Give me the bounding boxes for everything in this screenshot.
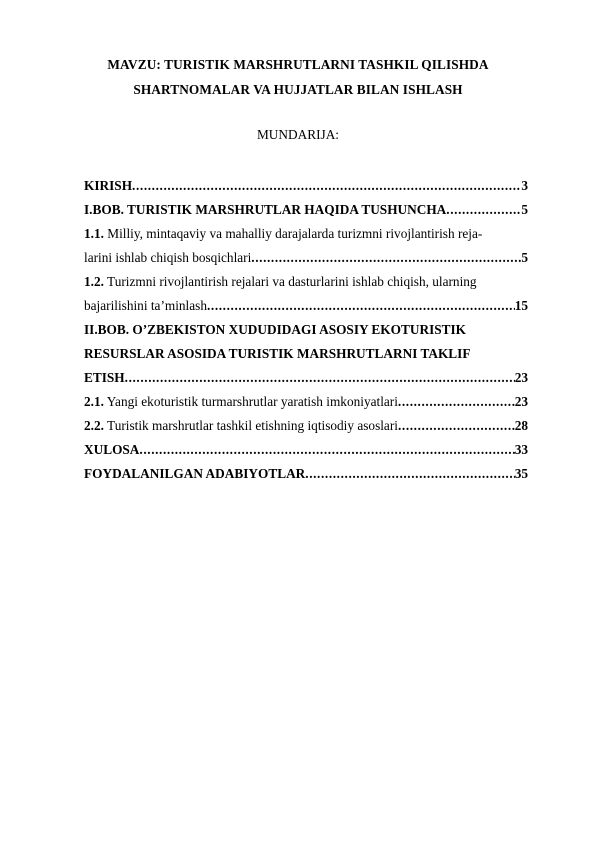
- toc-leader-dots: [446, 202, 521, 218]
- toc-page-number: 35: [514, 466, 528, 481]
- toc-section-number: 1.1.: [84, 226, 104, 241]
- toc-entry-section-2-2: [84, 418, 528, 438]
- toc-entry-section-1-2-line-2: [84, 298, 528, 318]
- toc-entry-section-2-1: [84, 394, 528, 414]
- toc-entry-section-1-2-line-1: [84, 274, 528, 294]
- toc-leader-dots: [398, 394, 515, 410]
- toc-entry-text: KIRISH: [84, 178, 133, 193]
- toc-entry-text: Turizmni rivojlantirish rejalari va dasturlarini ishlab chiqish, ularning: [103, 274, 477, 289]
- toc-page-number: 3: [521, 178, 528, 193]
- toc-leader-dots: [305, 466, 514, 482]
- toc-entry-xulosa: [84, 442, 528, 462]
- contents-heading: [0, 127, 596, 143]
- toc-page-number: 15: [514, 298, 528, 313]
- toc-page-number: 33: [514, 442, 528, 457]
- toc-entry-chapter-2-line-1: [84, 322, 528, 342]
- toc-leader-dots: [398, 418, 515, 434]
- document-title-line-1: MAVZU: TURISTIK MARSHRUTLARNI TASHKIL QILISHDA: [107, 57, 489, 72]
- toc-section-number: 2.2.: [84, 418, 104, 433]
- toc-entry-text: I.BOB. TURISTIK MARSHRUTLAR HAQIDA TUSHUNCHA: [84, 202, 447, 217]
- document-title-line-2: SHARTNOMALAR VA HUJJATLAR BILAN ISHLASH: [133, 82, 463, 97]
- contents-heading-text: MUNDARIJA: [256, 127, 336, 142]
- toc-leader-dots: [132, 178, 521, 194]
- toc-entry-section-1-1-line-1: [84, 226, 528, 246]
- toc-page-number: 28: [514, 418, 528, 433]
- toc-leader-dots: [125, 370, 515, 386]
- toc-entry-text: Milliy, mintaqaviy va mahalliy darajalarda turizmni rivojlantirish reja-: [103, 226, 483, 241]
- toc-entry-kirish: [84, 178, 528, 198]
- toc-entry-text: Yangi ekoturistik turmarshrutlar yaratish imkoniyatlari: [103, 394, 398, 409]
- toc-page-number: 23: [514, 394, 528, 409]
- toc-entry-text: RESURSLAR ASOSIDA TURISTIK MARSHRUTLARNI TAKLIF: [84, 346, 471, 361]
- toc-entry-text: II.BOB. O’ZBEKISTON XUDUDIDAGI ASOSIY EKOTURISTIK: [84, 322, 467, 337]
- toc-entry-chapter-1: [84, 202, 528, 222]
- toc-leader-dots: [139, 442, 514, 458]
- toc-entry-chapter-2-line-2: [84, 346, 528, 366]
- toc-page-number: 5: [521, 250, 528, 265]
- toc-entry-bibliography: [84, 466, 528, 486]
- toc-entry-text: larini ishlab chiqish bosqichlari: [84, 250, 252, 265]
- toc-entry-section-1-1-line-2: [84, 250, 528, 270]
- toc-entry-text: FOYDALANILGAN ADABIYOTLAR: [84, 466, 306, 481]
- toc-page-number: 23: [514, 370, 528, 385]
- contents-heading-colon: :: [335, 127, 339, 142]
- toc-entry-text: bajarilishini ta’minlash: [84, 298, 207, 313]
- toc-entry-chapter-2-line-3: [84, 370, 528, 390]
- toc-section-number: 2.1.: [84, 394, 104, 409]
- toc-section-number: 1.2.: [84, 274, 104, 289]
- toc-page-number: 5: [521, 202, 528, 217]
- toc-entry-text: Turistik marshrutlar tashkil etishning iqtisodiy asoslari: [103, 418, 398, 433]
- toc-leader-dots: [251, 250, 521, 266]
- toc-entry-text: ETISH: [84, 370, 125, 385]
- toc-leader-dots: [207, 298, 515, 314]
- toc-entry-text: XULOSA: [84, 442, 140, 457]
